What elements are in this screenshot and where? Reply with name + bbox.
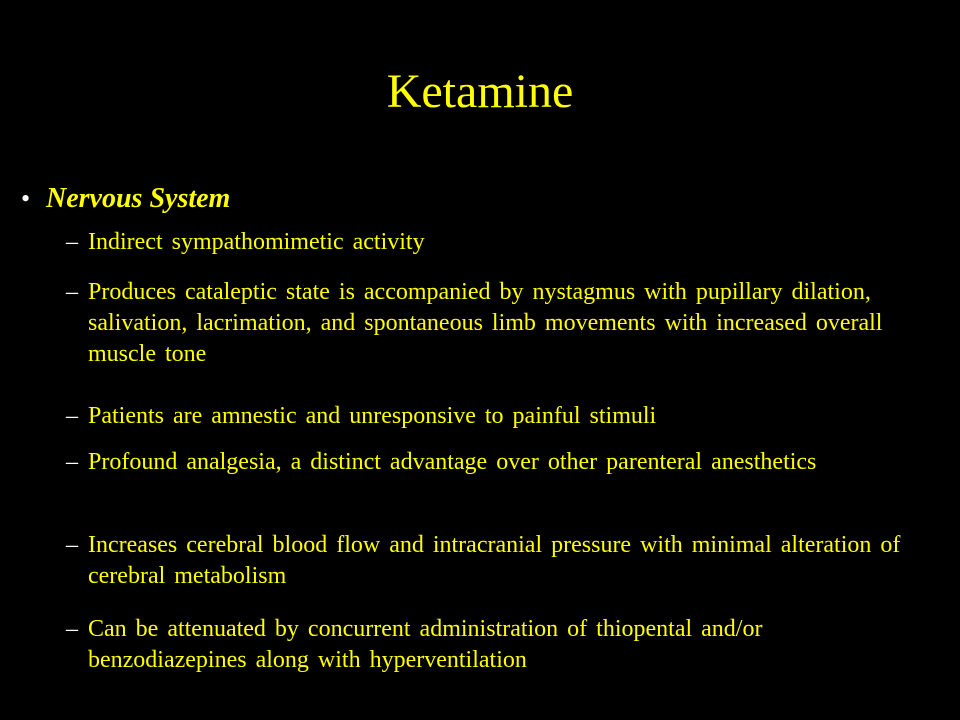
dash-marker: –: [66, 532, 78, 558]
list-item-text: Produces cataleptic state is accompanied by nystagmus with pupillary dilation, salivation, lacrimation, and spontaneous limb movements with increased overall muscle tone: [88, 279, 883, 367]
list-item-text: Patients are amnestic and unresponsive to painful stimuli: [88, 403, 657, 429]
list-item-text: Indirect sympathomimetic activity: [88, 229, 425, 255]
list-item-text: Can be attenuated by concurrent administration of thiopental and/or benzodiazepines along with hyperventilation: [88, 616, 763, 673]
dash-marker: –: [66, 449, 78, 475]
dash-marker: –: [66, 403, 78, 429]
list-item-text: Profound analgesia, a distinct advantage over other parenteral anesthetics: [88, 449, 817, 475]
list-item-text: Increases cerebral blood flow and intracranial pressure with minimal alteration of cerebral metabolism: [88, 532, 901, 589]
slide-title: Ketamine: [386, 65, 574, 118]
dash-marker: –: [66, 279, 78, 305]
dash-marker: –: [66, 229, 78, 255]
section-bullet: [0, 177, 960, 219]
bullet-marker: •: [21, 184, 31, 213]
section-heading: Nervous System: [46, 183, 231, 214]
dash-marker: –: [66, 616, 78, 642]
